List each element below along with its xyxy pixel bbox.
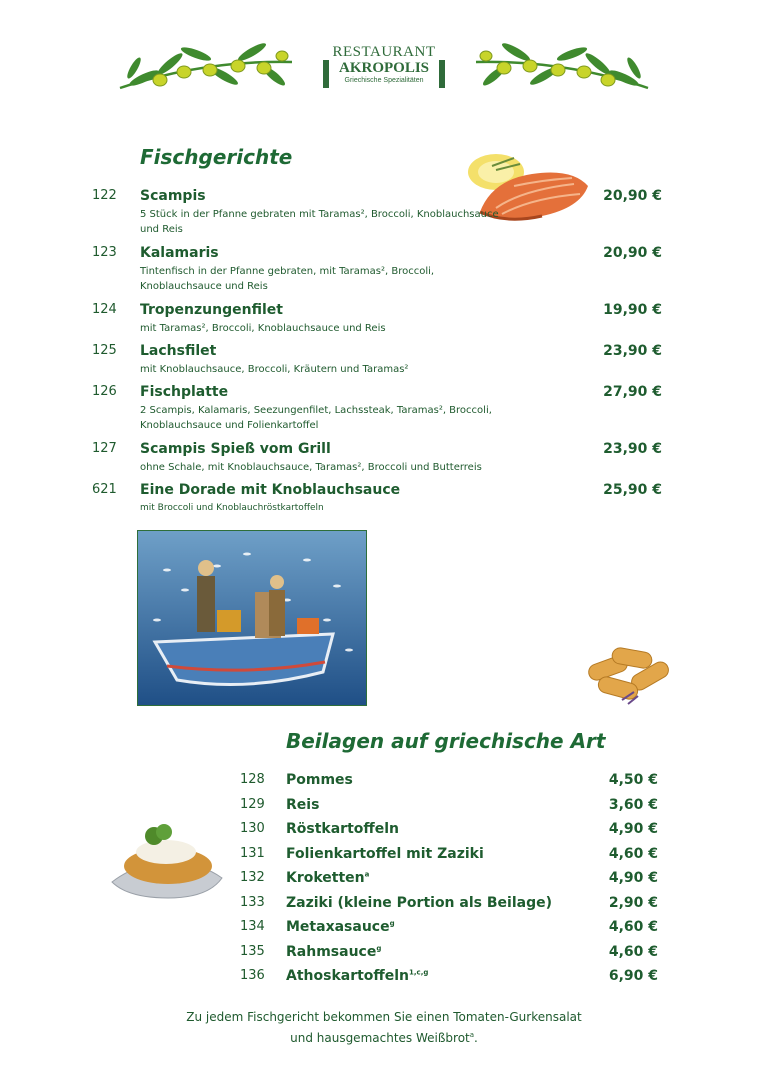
item-price: 23,90 € (603, 441, 662, 457)
footer-note-line1: Zu jedem Fischgericht bekommen Sie einen Tomaten-Gurkensalat (186, 1010, 582, 1024)
side-number: 136 (240, 968, 265, 983)
logo-line1: RESTAURANT (332, 44, 436, 60)
item-name: Lachsfilet (140, 343, 217, 359)
side-item (240, 846, 658, 868)
item-price: 23,90 € (603, 343, 662, 359)
side-item (240, 919, 658, 941)
side-number: 135 (240, 944, 265, 959)
menu-item (92, 384, 662, 436)
item-number: 122 (92, 188, 117, 203)
side-item (240, 944, 658, 966)
side-number: 129 (240, 797, 265, 812)
item-price: 20,90 € (603, 188, 662, 204)
item-name: Scampis Spieß vom Grill (140, 441, 331, 457)
side-name: Zaziki (kleine Portion als Beilage) (286, 895, 552, 911)
item-description: Tintenfisch in der Pfanne gebraten, mit Taramas², Broccoli, Knoblauchsauce und Reis (140, 266, 435, 292)
side-name: Pommes (286, 772, 353, 788)
menu-item (92, 188, 662, 240)
side-item (240, 895, 658, 917)
column-icon (438, 58, 446, 90)
item-description: mit Knoblauchsauce, Broccoli, Kräutern und Taramas² (140, 364, 409, 375)
menu-item (92, 302, 662, 340)
item-name: Kalamaris (140, 245, 219, 261)
item-number: 621 (92, 482, 117, 497)
side-price: 3,60 € (608, 797, 658, 813)
side-price: 4,60 € (608, 944, 658, 960)
side-name: Metaxasauce$^g$ (286, 919, 395, 935)
item-description: ohne Schale, mit Knoblauchsauce, Taramas², Broccoli und Butterreis (140, 462, 482, 473)
footer-note-line2: und hausgemachtes Weißbrot$^a$. (290, 1031, 478, 1045)
item-name: Tropenzungenfilet (140, 302, 283, 318)
menu-item (92, 343, 662, 381)
side-price: 4,60 € (608, 919, 658, 935)
side-item (240, 821, 658, 843)
item-description: 2 Scampis, Kalamaris, Seezungenfilet, Lachssteak, Taramas², Broccoli, Knoblauchsauce und Folienkartoffel (140, 405, 492, 431)
menu-item (92, 441, 662, 479)
fish-section-title: Fischgerichte (140, 145, 293, 169)
side-name: Folienkartoffel mit Zaziki (286, 846, 484, 862)
side-item (240, 797, 658, 819)
side-name: Rahmsauce$^g$ (286, 944, 382, 960)
item-price: 25,90 € (603, 482, 662, 498)
item-description: mit Taramas², Broccoli, Knoblauchsauce und Reis (140, 323, 386, 334)
side-name: Athoskartoffeln$^{1,c,g}$ (286, 968, 429, 984)
fishermen-boat-photo (137, 530, 367, 706)
sides-section-title: Beilagen auf griechische Art (286, 729, 606, 753)
item-name: Eine Dorade mit Knoblauchsauce (140, 482, 401, 498)
item-number: 127 (92, 441, 117, 456)
side-number: 134 (240, 919, 265, 934)
side-item (240, 772, 658, 794)
side-price: 2,90 € (608, 895, 658, 911)
item-price: 20,90 € (603, 245, 662, 261)
side-price: 4,50 € (608, 772, 658, 788)
item-number: 124 (92, 302, 117, 317)
side-name: Reis (286, 797, 320, 813)
item-number: 126 (92, 384, 117, 399)
croquettes-image (582, 640, 680, 712)
logo-line3: Griechische Spezialitäten (344, 77, 424, 84)
side-item (240, 870, 658, 892)
item-name: Scampis (140, 188, 206, 204)
restaurant-logo (318, 44, 450, 94)
item-number: 123 (92, 245, 117, 260)
olive-branch-right-icon (472, 40, 654, 96)
side-number: 128 (240, 772, 265, 787)
item-description: 5 Stück in der Pfanne gebraten mit Taramas², Broccoli, Knoblauchsauce und Reis (140, 209, 499, 235)
side-number: 131 (240, 846, 265, 861)
item-name: Fischplatte (140, 384, 229, 400)
side-price: 4,90 € (608, 870, 658, 886)
side-item (240, 968, 658, 990)
menu-item (92, 245, 662, 297)
baked-potato-image (108, 818, 226, 900)
side-number: 132 (240, 870, 265, 885)
side-name: Kroketten$^a$ (286, 870, 370, 886)
side-price: 4,90 € (608, 821, 658, 837)
item-description: mit Broccoli und Knoblauchröstkartoffeln (140, 503, 324, 513)
menu-item (92, 482, 662, 516)
item-price: 27,90 € (603, 384, 662, 400)
olive-branch-left-icon (114, 40, 296, 96)
item-number: 125 (92, 343, 117, 358)
column-icon (322, 58, 330, 90)
side-price: 4,60 € (608, 846, 658, 862)
side-number: 130 (240, 821, 265, 836)
side-price: 6,90 € (608, 968, 658, 984)
logo-line2: AKROPOLIS (338, 60, 429, 76)
side-name: Röstkartoffeln (286, 821, 399, 837)
side-number: 133 (240, 895, 265, 910)
item-price: 19,90 € (603, 302, 662, 318)
